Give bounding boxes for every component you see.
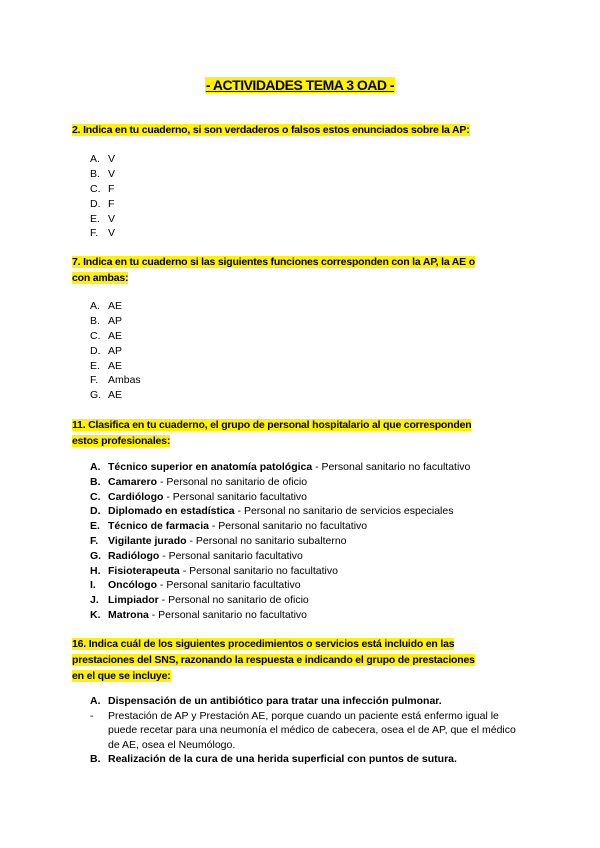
list-item: F. Vigilante jurado - Personal no sanitario subalterno [90,534,347,547]
list-item: G. Radiólogo - Personal sanitario facultativo [90,549,303,562]
list-item: F. Ambas [90,374,141,387]
question-2-answers [90,152,115,241]
list-item: K. Matrona - Personal sanitario no facultativo [90,608,308,621]
question-11-answers [90,460,470,623]
list-item: B. Camarero - Personal no sanitario de oficio [90,475,308,488]
list-item: D. F [90,197,115,210]
list-item: C. AE [90,329,123,342]
list-item: E. Técnico de farmacia - Personal sanitario no facultativo [90,520,368,533]
list-item: A. AE [90,300,123,312]
list-item: A. Técnico superior en anatomía patológica - Personal sanitario no facultativo [90,461,471,473]
question-16: 16. Indica cuál de los siguientes procedimientos o servicios está incluido en las prestaciones del SNS, razonando la respuesta e indicando el grupo de prestaciones en el que se incluye: [72,638,475,682]
list-item: B. V [90,167,116,180]
page-title: - ACTIVIDADES TEMA 3 OAD - [205,77,395,93]
list-item: B. Realización de la cura de una herida superficial con puntos de sutura. [90,753,457,765]
list-item: A. Dispensación de un antibiótico para tratar una infección pulmonar. [90,695,442,707]
list-item: H. Fisioterapeuta - Personal sanitario no facultativo [90,564,338,577]
question-2: 2. Indica en tu cuaderno, si son verdaderos o falsos estos enunciados sobre la AP: [72,124,470,136]
list-item: A. V [90,153,116,165]
question-7-answers [90,299,141,403]
question-11: 11. Clasifica en tu cuaderno, el grupo de personal hospitalario al que corresponden estos profesionales: [72,419,472,447]
list-item: B. AP [90,314,123,327]
question-7: 7. Indica en tu cuaderno si las siguientes funciones corresponden con la AP, la AE o con ambas: [72,256,475,284]
list-item: E. V [90,212,116,225]
question-16-answers [90,694,530,767]
answer-paragraph: - Prestación de AP y Prestación AE, porque cuando un paciente está enfermo igual le puede recetar para una neumonía el médico de cabecera, osea el de AP, que el médico de AE, osea el Neumólogo. [90,709,516,751]
list-item: D. AP [90,344,123,357]
list-item: J. Limpiador - Personal no sanitario de oficio [90,594,309,607]
list-item: I. Oncólogo - Personal sanitario facultativo [90,579,301,592]
list-item: F. V [90,227,116,240]
list-item: C. Cardiólogo - Personal sanitario facultativo [90,490,307,503]
list-item: G. AE [90,389,123,402]
list-item: D. Diplomado en estadística - Personal no sanitario de servicios especiales [90,505,454,518]
list-item: C. F [90,182,115,195]
list-item: E. AE [90,359,123,372]
